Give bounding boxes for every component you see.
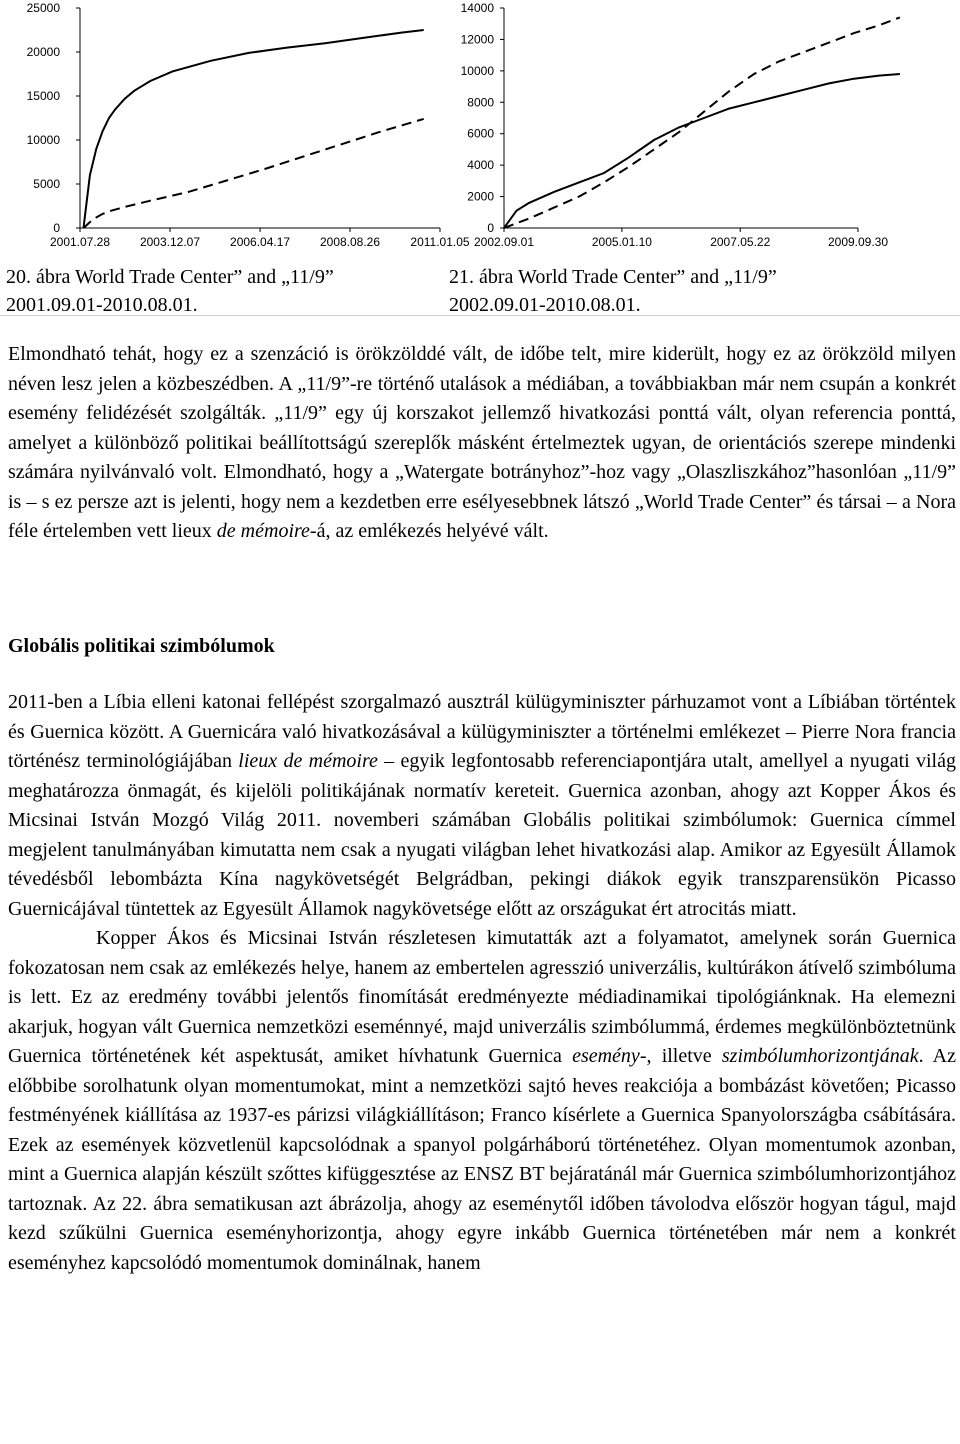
paragraph-sozenzacio (8, 340, 956, 547)
y-tick-label: 6000 (467, 126, 494, 141)
x-tick-label: 2007.05.22 (710, 235, 771, 249)
x-tick-label: 2009.09.30 (827, 235, 889, 249)
paragraph2-run-2: – egyik legfontosabb referenciapontjára utalt, amellyel a nyugati világ meghatározza önmagát, és kijelöli politikájának normatív kereteit. Guernica azonban, ahogy azt Kopper Ákos és Micsinai István Mozgó Világ 2011. novemberi számában Globális politikai szimbólumok: Guernica címmel megjelent tanulmányában kimutatta nem csak a nyugati világban lehet hivatkozási alap. Amikor az Egyesült Államok tévedésből lebombázta Kína nagykövetségét Belgrádban, pekingi diákok egyik transzparensükön Picasso Guernicájával tüntettek az Egyesült Államok nagykövetsége előtt az országukat ért atrocitás miatt. (8, 750, 956, 920)
y-tick-label: 20000 (26, 45, 60, 59)
figure-20-caption-line2: 2001.09.01-2010.08.01. (6, 294, 198, 316)
y-tick-label: 0 (53, 221, 60, 235)
x-tick-label: 2006.04.17 (230, 235, 291, 249)
paragraph2-run-1: lieux de mémoire (238, 750, 378, 772)
section-heading: Globális politikai szimbólumok (8, 635, 275, 657)
paragraph3-run-0: Kopper Ákos és Micsinai István részletesen kimutatták azt a folyamatot, amelynek során Guernica fokozatosan nem csak az emlékezés helye, hanem az embertelen agresszió univerzális, kultúrákon átívelő szimbóluma is lett. Ez az eredmény további jelentős finomítását eredményezte médiadinamikai tipológiánknak. Ha elemezni akarjuk, hogyan vált Guernica nemzetközi eseménnyé, majd univerzális szimbólummá, érdemes megkülönböztetnünk Guernica történetének két aspektusát, amiket hívhatunk Guernica (8, 927, 956, 1067)
y-tick-label: 14000 (460, 1, 494, 15)
y-tick-label: 25000 (26, 1, 60, 15)
series-line-solid (84, 30, 424, 228)
x-tick-label: 2008.08.26 (319, 235, 381, 249)
chart-wtc-2002-2010 (440, 0, 889, 255)
figure-21-caption (449, 263, 777, 319)
figure-20-caption (6, 263, 334, 319)
paragraph3-run-4: . Az előbbibe sorolhatunk olyan momentumokat, mint a nemzetközi sajtó heves reakciója a bombázást követően; Picasso festményének kiállítása az 1937-es párizsi világkiállításon; Franco kísérlete a Guernica Spanyolországba csábítására. Ezek az események közvetlenül kapcsolódnak a spanyol polgárháború történetéhez. Olyan momentumok azonban, mint a Guernica alapján készült szőttes kifüggesztése az ENSZ BT bejáratánál már Guernica szimbólumhorizontjához tartoznak. Az 22. ábra sematikusan azt ábrázolja, ahogy az eseménytől időben távolodva először hogyan tágul, majd kezd szűkülni Guernica eseményhorizontja, ahogy egyre inkább Guernica történetében már nem a konkrét eseményhez kapcsolódó momentumok dominálnak, hanem (8, 1045, 957, 1274)
figure-20 (0, 0, 470, 255)
y-tick-label: 2000 (467, 189, 494, 204)
figure-separator (0, 315, 960, 316)
paragraph1-run-2: -á, az emlékezés helyévé vált. (309, 520, 549, 542)
paragraph2-run-0: 2011-ben a Líbia elleni katonai fellépést szorgalmazó ausztrál külügyminiszter párhuzamot vont a Líbiában történtek és Guernica között. A Guernicára való hivatkozásával a külügyminiszter a történelmi emlékezet – Pierre Nora francia történész terminológiájában (8, 691, 956, 772)
y-tick-label: 8000 (467, 95, 494, 110)
chart-wtc-2001-2010 (0, 0, 470, 255)
body-paragraphs-2-3 (8, 688, 956, 1278)
body-paragraph-1 (8, 340, 956, 547)
series-line-solid (504, 74, 900, 228)
figure-21-caption-line1: 21. ábra World Trade Center” and „11/9” (449, 266, 777, 288)
paragraph1-run-0: Elmondható tehát, hogy ez a szenzáció is örökzölddé vált, de időbe telt, mire kiderült, hogy ez az örökzöld milyen néven lesz jelen a közbeszédben. A „11/9”-re történő utalások a médiában, a továbbiakban már nem csupán a konkrét esemény felidézését szolgálták. „11/9” egy új korszakot jellemző hivatkozási ponttá vált, olyan referencia ponttá, amelyet a különböző politikai beállítottságú szereplők másként értelmeztek ugyan, de orientációs szerepe mindenki számára nyilvánvaló volt. Elmondható, hogy a „Watergate botrányhoz”-hoz vagy „Olaszliszkához”hasonlóan „11/9” is – s ez persze azt is jelenti, hogy nem a kezdetben erre esélyesebbnek látszó „World Trade Center” és társai – a Nora féle értelemben vett lieux (8, 343, 956, 542)
x-tick-label: 2002.09.01 (473, 235, 535, 249)
x-tick-label: 2011.01.05 (410, 235, 470, 249)
paragraph3-run-1: esemény- (572, 1045, 647, 1067)
figure-20-caption-line1: 20. ábra World Trade Center” and „11/9” (6, 266, 334, 288)
series-line-dashed (504, 17, 900, 228)
figure-21-caption-line2: 2002.09.01-2010.08.01. (449, 294, 641, 316)
y-tick-label: 10000 (26, 133, 60, 147)
paragraph3-run-2: , illetve (646, 1045, 722, 1067)
paragraph-guernica-intro (8, 688, 956, 924)
y-tick-label: 10000 (460, 63, 494, 78)
y-tick-label: 5000 (33, 177, 60, 191)
figure-21 (440, 0, 889, 255)
x-tick-label: 2003.12.07 (139, 235, 201, 249)
y-tick-label: 4000 (467, 158, 494, 173)
series-line-dashed (84, 119, 424, 228)
y-tick-label: 15000 (26, 89, 60, 103)
x-tick-label: 2001.07.28 (49, 235, 111, 249)
paragraph3-run-3: szimbólumhorizontjának (721, 1045, 919, 1067)
paragraph-kopper-micsinai (8, 924, 956, 1278)
paragraph1-run-1: de mémoire (216, 520, 310, 542)
y-tick-label: 0 (487, 221, 494, 235)
x-tick-label: 2005.01.10 (591, 235, 652, 249)
y-tick-label: 12000 (460, 32, 494, 47)
